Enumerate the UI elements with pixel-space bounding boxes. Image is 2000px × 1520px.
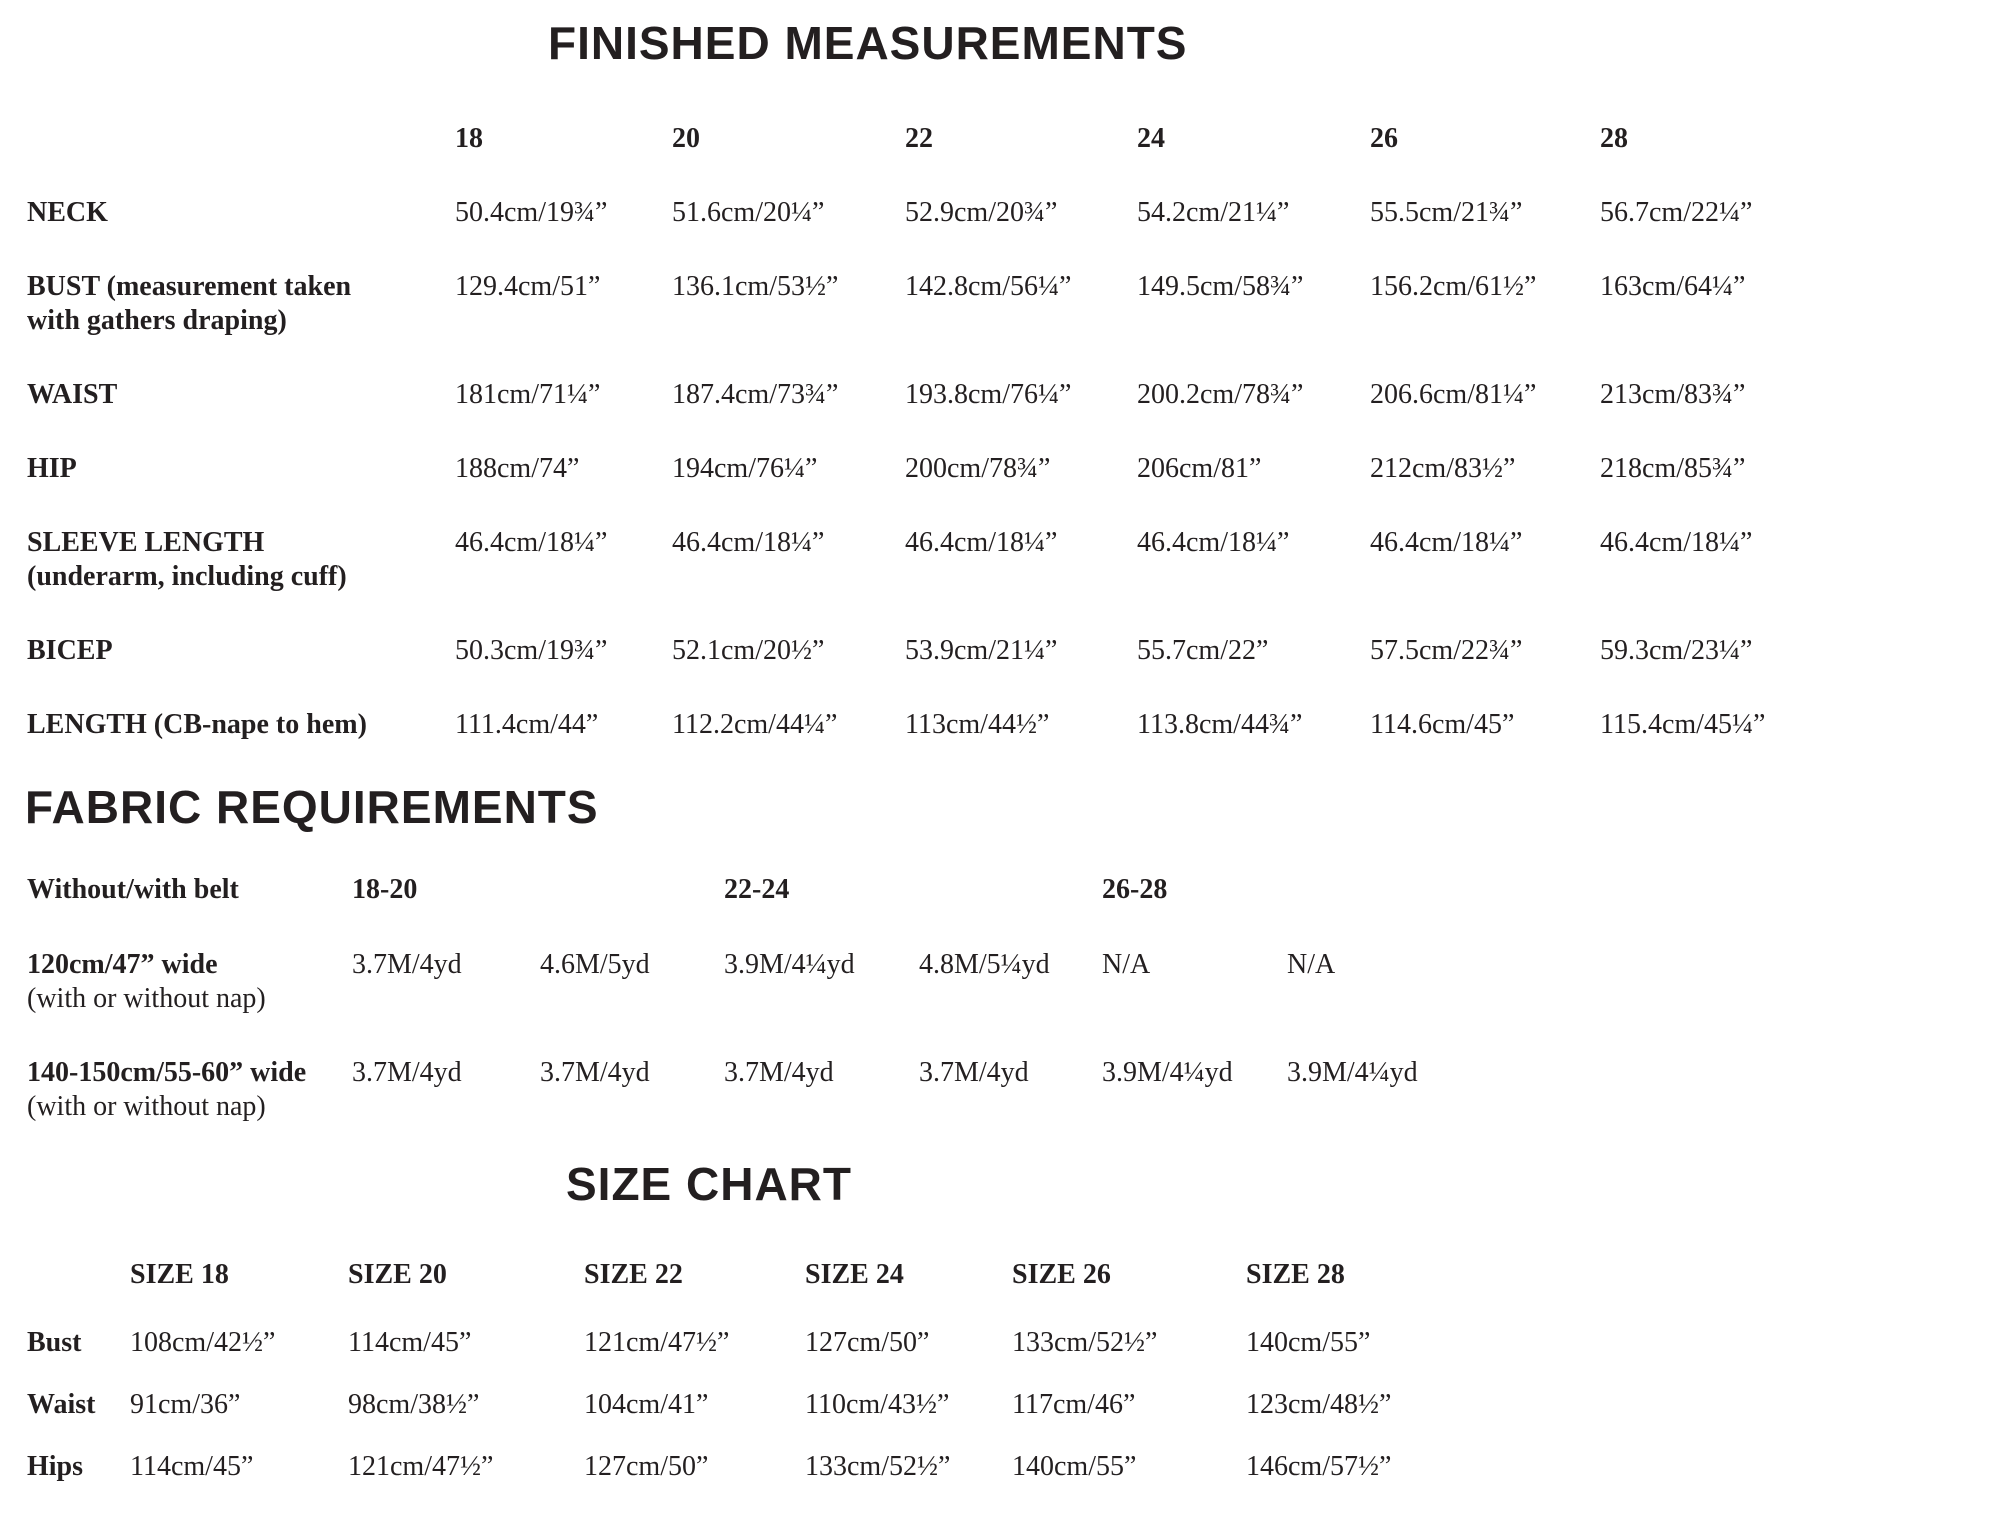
- size-chart-value: 98cm/38½”: [348, 1389, 480, 1420]
- size-chart-row-bust: [0, 1326, 2000, 1360]
- measurement-value: 206cm/81”: [1137, 453, 1262, 484]
- fm-header-spacer: [0, 122, 455, 156]
- size-column-header-28: SIZE 28: [1246, 1259, 1345, 1290]
- measurement-value: 55.5cm/21¾”: [1370, 197, 1523, 228]
- measurement-value: 56.7cm/22¼”: [1600, 197, 1753, 228]
- measurement-value: 54.2cm/21¼”: [1137, 197, 1290, 228]
- measurement-value: 52.1cm/20½”: [672, 635, 825, 666]
- measurement-value: 188cm/74”: [455, 453, 580, 484]
- fabric-value: 3.7M/4yd: [724, 1057, 834, 1088]
- measurement-value: 129.4cm/51”: [455, 271, 601, 302]
- measurement-row-neck: [0, 196, 2000, 230]
- size-group-header-18-20: 18-20: [352, 874, 418, 905]
- size-chart-value: 110cm/43½”: [805, 1389, 950, 1420]
- fabric-row-140-150cm: [0, 1056, 2000, 1124]
- size-chart-value: 121cm/47½”: [584, 1327, 730, 1358]
- measurement-value: 53.9cm/21¼”: [905, 635, 1058, 666]
- size-chart-value: 133cm/52½”: [805, 1451, 951, 1482]
- measurement-value: 111.4cm/44”: [455, 709, 599, 740]
- measurement-value: 57.5cm/22¾”: [1370, 635, 1523, 666]
- sc-header-row: [0, 1258, 2000, 1292]
- measurement-value: 200cm/78¾”: [905, 453, 1051, 484]
- size-chart-value: 133cm/52½”: [1012, 1327, 1158, 1358]
- size-chart-value: 123cm/48½”: [1246, 1389, 1392, 1420]
- size-chart-value: 127cm/50”: [584, 1451, 709, 1482]
- measurement-value: 213cm/83¾”: [1600, 379, 1746, 410]
- size-chart-label: Waist: [27, 1389, 96, 1420]
- size-chart-value: 117cm/46”: [1012, 1389, 1136, 1420]
- fabric-nap-note: (with or without nap): [27, 1091, 266, 1122]
- measurement-value: 50.4cm/19¾”: [455, 197, 608, 228]
- fabric-row-120cm: [0, 948, 2000, 1016]
- fabric-value: N/A: [1102, 949, 1151, 980]
- size-header-28: 28: [1600, 123, 1628, 154]
- fabric-value: 3.9M/4¼yd: [1102, 1057, 1233, 1088]
- measurement-value: 52.9cm/20¾”: [905, 197, 1058, 228]
- measurement-value: 51.6cm/20¼”: [672, 197, 825, 228]
- size-chart-value: 114cm/45”: [130, 1451, 254, 1482]
- size-chart-value: 91cm/36”: [130, 1389, 241, 1420]
- fm-size-header-row: [0, 122, 2000, 156]
- fabric-value: 3.9M/4¼yd: [1287, 1057, 1418, 1088]
- measurement-value: 59.3cm/23¼”: [1600, 635, 1753, 666]
- measurement-value: 113cm/44½”: [905, 709, 1050, 740]
- measurement-row-bust: [0, 270, 2000, 338]
- measurement-label: BICEP: [27, 635, 113, 666]
- size-chart-value: 104cm/41”: [584, 1389, 709, 1420]
- measurement-value: 187.4cm/73¾”: [672, 379, 839, 410]
- size-group-header-22-24: 22-24: [724, 874, 790, 905]
- fabric-value: 3.9M/4¼yd: [724, 949, 855, 980]
- measurement-value: 181cm/71¼”: [455, 379, 601, 410]
- measurement-label: LENGTH (CB-nape to hem): [27, 709, 367, 740]
- measurement-value: 142.8cm/56¼”: [905, 271, 1072, 302]
- fabric-value: 3.7M/4yd: [352, 1057, 462, 1088]
- size-chart-value: 127cm/50”: [805, 1327, 930, 1358]
- fabric-nap-note: (with or without nap): [27, 983, 266, 1014]
- fabric-requirements-title: FABRIC REQUIREMENTS: [25, 781, 599, 833]
- measurement-value: 50.3cm/19¾”: [455, 635, 608, 666]
- fabric-width-label-main: 120cm/47” wide: [27, 949, 218, 980]
- size-header-26: 26: [1370, 123, 1398, 154]
- measurement-label: HIP: [27, 453, 77, 484]
- measurement-row-hip: [0, 452, 2000, 486]
- measurement-value: 55.7cm/22”: [1137, 635, 1269, 666]
- measurement-value: 115.4cm/45¼”: [1600, 709, 1766, 740]
- fr-size-group-row: [0, 873, 2000, 907]
- measurement-value: 193.8cm/76¼”: [905, 379, 1072, 410]
- measurement-label: BUST (measurement taken with gathers draping): [27, 271, 352, 336]
- fabric-width-label: [0, 1056, 352, 1124]
- measurement-value: 149.5cm/58¾”: [1137, 271, 1304, 302]
- measurement-row-sleeve-length: [0, 526, 2000, 594]
- measurement-value: 46.4cm/18¼”: [1137, 527, 1290, 558]
- section-fabric-requirements: [0, 781, 2000, 1124]
- fabric-value: 3.7M/4yd: [919, 1057, 1029, 1088]
- measurement-value: 156.2cm/61½”: [1370, 271, 1537, 302]
- measurement-value: 46.4cm/18¼”: [1600, 527, 1753, 558]
- fabric-value: 4.6M/5yd: [540, 949, 650, 980]
- size-chart-label: Bust: [27, 1327, 82, 1358]
- fabric-value: 4.8M/5¼yd: [919, 949, 1050, 980]
- size-chart-row-hips: [0, 1450, 2000, 1484]
- section-finished-measurements: [0, 17, 2000, 742]
- measurement-value: 218cm/85¾”: [1600, 453, 1746, 484]
- size-header-18: 18: [455, 123, 483, 154]
- measurement-label: SLEEVE LENGTH (underarm, including cuff): [27, 527, 347, 592]
- size-column-header-22: SIZE 22: [584, 1259, 683, 1290]
- section-size-chart: [0, 1158, 2000, 1484]
- measurement-label: WAIST: [27, 379, 118, 410]
- measurement-value: 136.1cm/53½”: [672, 271, 839, 302]
- size-group-header-26-28: 26-28: [1102, 874, 1168, 905]
- measurement-value: 114.6cm/45”: [1370, 709, 1515, 740]
- measurement-value: 46.4cm/18¼”: [455, 527, 608, 558]
- measurement-value: 112.2cm/44¼”: [672, 709, 838, 740]
- measurement-value: 194cm/76¼”: [672, 453, 818, 484]
- measurement-row-length: [0, 708, 2000, 742]
- size-column-header-24: SIZE 24: [805, 1259, 904, 1290]
- fabric-width-label: [0, 948, 352, 1016]
- fabric-value: 3.7M/4yd: [540, 1057, 650, 1088]
- measurement-label: NECK: [27, 197, 108, 228]
- size-chart-row-waist: [0, 1388, 2000, 1422]
- measurement-value: 163cm/64¼”: [1600, 271, 1746, 302]
- measurement-value: 46.4cm/18¼”: [672, 527, 825, 558]
- measurement-value: 212cm/83½”: [1370, 453, 1516, 484]
- size-chart-label: Hips: [27, 1451, 84, 1482]
- fr-row-header-label: Without/with belt: [27, 874, 239, 905]
- size-chart-value: 140cm/55”: [1012, 1451, 1137, 1482]
- size-chart-value: 108cm/42½”: [130, 1327, 276, 1358]
- size-column-header-20: SIZE 20: [348, 1259, 447, 1290]
- size-chart-value: 121cm/47½”: [348, 1451, 494, 1482]
- size-header-24: 24: [1137, 123, 1165, 154]
- measurement-row-waist: [0, 378, 2000, 412]
- size-chart-value: 140cm/55”: [1246, 1327, 1371, 1358]
- page: [0, 17, 2000, 1520]
- sc-header-spacer: [0, 1258, 130, 1292]
- measurement-row-bicep: [0, 634, 2000, 668]
- size-header-22: 22: [905, 123, 933, 154]
- finished-measurements-title: FINISHED MEASUREMENTS: [548, 17, 1188, 69]
- size-column-header-26: SIZE 26: [1012, 1259, 1111, 1290]
- size-chart-value: 114cm/45”: [348, 1327, 472, 1358]
- size-header-20: 20: [672, 123, 700, 154]
- size-chart-value: 146cm/57½”: [1246, 1451, 1392, 1482]
- measurement-value: 46.4cm/18¼”: [1370, 527, 1523, 558]
- measurement-value: 46.4cm/18¼”: [905, 527, 1058, 558]
- measurement-value: 200.2cm/78¾”: [1137, 379, 1304, 410]
- fabric-value: N/A: [1287, 949, 1336, 980]
- fabric-value: 3.7M/4yd: [352, 949, 462, 980]
- size-chart-title: SIZE CHART: [566, 1158, 852, 1210]
- size-column-header-18: SIZE 18: [130, 1259, 229, 1290]
- measurement-value: 113.8cm/44¾”: [1137, 709, 1303, 740]
- measurement-value: 206.6cm/81¼”: [1370, 379, 1537, 410]
- fabric-width-label-main: 140-150cm/55-60” wide: [27, 1057, 307, 1088]
